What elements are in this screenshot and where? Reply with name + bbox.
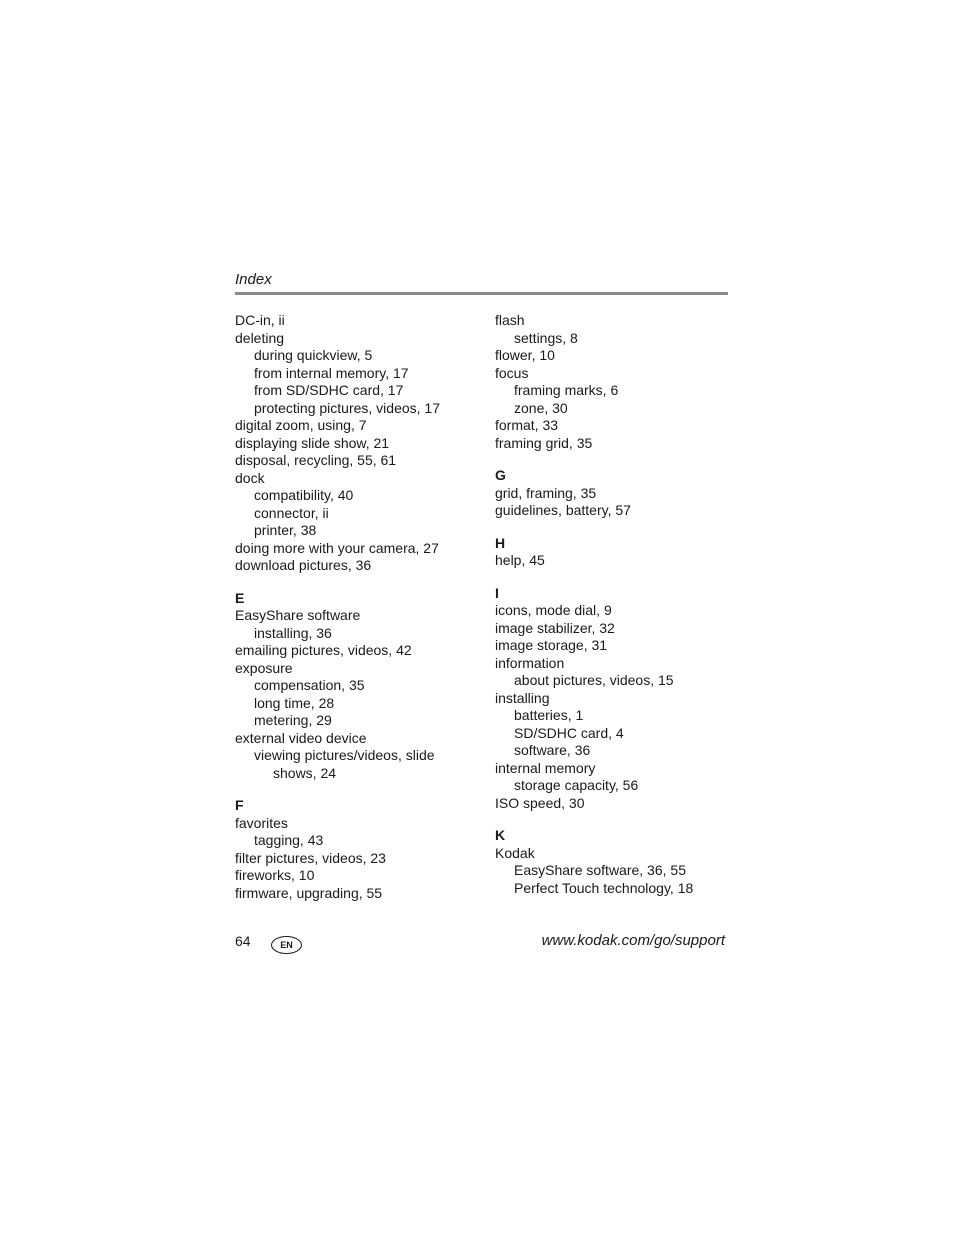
index-subentry: shows, 24 [273, 764, 337, 781]
index-entry: download pictures, 36 [235, 557, 372, 573]
index-entry: flower, 10 [495, 347, 555, 363]
index-letter-heading: I [495, 584, 499, 601]
index-subentry: installing, 36 [254, 624, 332, 641]
index-entry: doing more with your camera, 27 [235, 539, 439, 556]
index-subentry: software, 36 [514, 742, 591, 758]
index-subentry: SD/SDHC card, 4 [514, 724, 624, 741]
index-entry: framing grid, 35 [495, 434, 593, 451]
index-entry: help, 45 [495, 552, 545, 568]
section-gap [495, 452, 735, 467]
index-entry: dock [235, 469, 265, 486]
index-subentry: zone, 30 [514, 399, 568, 416]
index-entry: image stabilizer, 32 [495, 619, 615, 636]
index-entry: Kodak [495, 844, 535, 861]
header-divider [235, 292, 728, 295]
index-entry: ISO speed, 30 [495, 794, 585, 811]
index-entry: information [495, 654, 565, 671]
index-entry: filter pictures, videos, 23 [235, 849, 386, 866]
index-entry: exposure [235, 659, 293, 676]
index-subentry: during quickview, 5 [254, 347, 373, 363]
index-entry: EasyShare software [235, 607, 361, 623]
index-entry: format, 33 [495, 417, 559, 433]
index-subentry: protecting pictures, videos, 17 [254, 399, 440, 416]
index-entry: icons, mode dial, 9 [495, 602, 612, 618]
index-entry: image storage, 31 [495, 637, 608, 653]
index-column-right [495, 312, 735, 897]
index-subentry: storage capacity, 56 [514, 777, 639, 793]
index-entry: emailing pictures, videos, 42 [235, 642, 412, 658]
index-letter-heading: F [235, 797, 244, 813]
index-subentry: Perfect Touch technology, 18 [514, 879, 694, 896]
section-gap [495, 520, 735, 535]
index-letter-heading: G [495, 467, 506, 483]
index-subentry: compatibility, 40 [254, 487, 354, 503]
index-entry: fireworks, 10 [235, 867, 315, 883]
index-entry: deleting [235, 329, 285, 346]
index-letter-heading: H [495, 534, 506, 551]
index-entry: focus [495, 364, 529, 381]
index-subentry: tagging, 43 [254, 832, 324, 848]
index-entry: favorites [235, 814, 288, 831]
index-entry: grid, framing, 35 [495, 484, 597, 501]
index-subentry: settings, 8 [514, 329, 578, 346]
section-gap [495, 570, 735, 585]
index-subentry: metering, 29 [254, 712, 332, 728]
index-entry: digital zoom, using, 7 [235, 417, 367, 433]
index-subentry: compensation, 35 [254, 677, 365, 693]
language-badge-icon: EN [271, 936, 302, 954]
section-gap [495, 812, 735, 827]
index-entry: DC-in, ii [235, 312, 285, 328]
index-entry: installing [495, 689, 550, 706]
index-column-left [235, 312, 475, 902]
page-number: 64 [235, 933, 251, 949]
page-header-title: Index [235, 271, 272, 288]
index-entry: firmware, upgrading, 55 [235, 884, 383, 901]
index-letter-heading: K [495, 827, 506, 843]
index-entry: external video device [235, 729, 367, 746]
index-subentry: viewing pictures/videos, slide [254, 747, 435, 763]
index-subentry: printer, 38 [254, 522, 317, 538]
support-url: www.kodak.com/go/support [541, 932, 725, 949]
index-subentry: from SD/SDHC card, 17 [254, 382, 404, 398]
index-subentry: long time, 28 [254, 694, 335, 711]
index-entry: displaying slide show, 21 [235, 434, 390, 451]
index-entry: internal memory [495, 759, 596, 776]
index-entry: flash [495, 312, 525, 328]
index-letter-heading: E [235, 589, 245, 606]
index-subentry: from internal memory, 17 [254, 364, 409, 381]
index-subentry: batteries, 1 [514, 707, 584, 723]
index-entry: guidelines, battery, 57 [495, 502, 631, 518]
index-subentry: about pictures, videos, 15 [514, 672, 674, 688]
index-subentry: EasyShare software, 36, 55 [514, 862, 686, 878]
index-subentry: framing marks, 6 [514, 382, 619, 398]
section-gap [235, 575, 475, 590]
section-gap [235, 782, 475, 797]
index-entry: disposal, recycling, 55, 61 [235, 452, 397, 468]
index-subentry: connector, ii [254, 504, 329, 521]
